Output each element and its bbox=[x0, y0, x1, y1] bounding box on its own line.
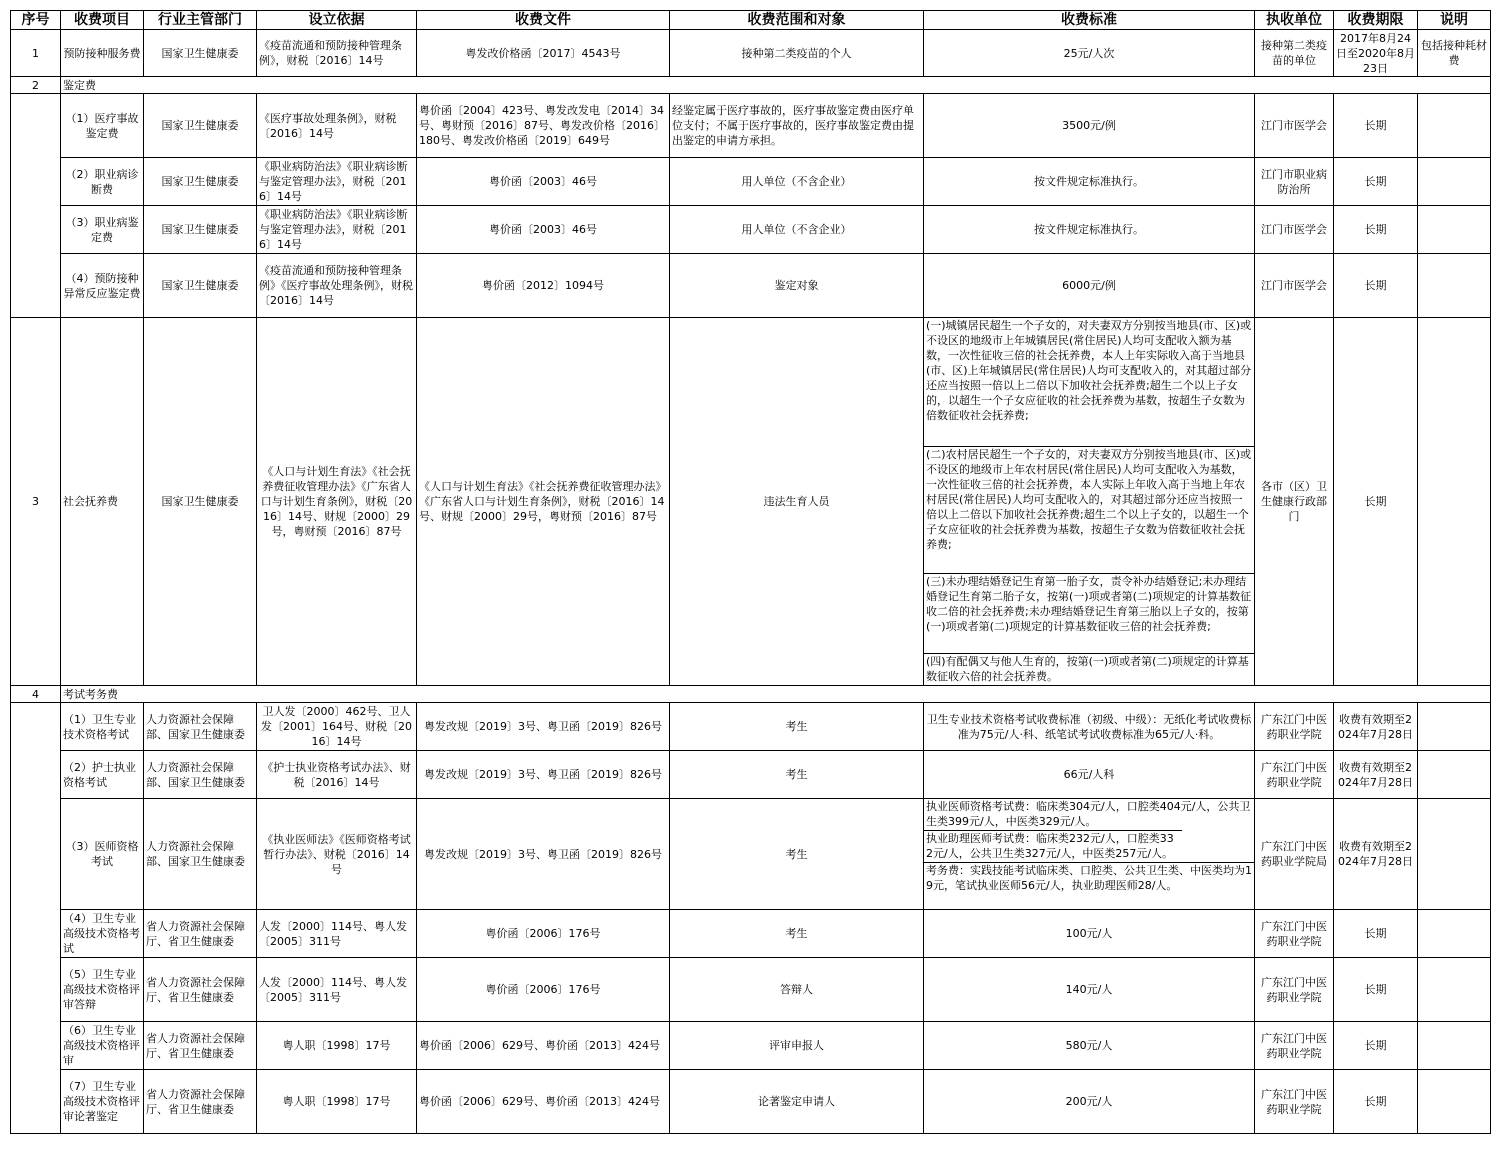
fee-item: （5）卫生专业高级技术资格评审答辩 bbox=[61, 958, 144, 1022]
fee-item: 社会抚养费 bbox=[61, 318, 144, 686]
scope: 用人单位（不含企业） bbox=[670, 206, 924, 254]
col-header: 设立依据 bbox=[257, 11, 417, 30]
fee-file: 粤价函〔2003〕46号 bbox=[417, 206, 670, 254]
basis: 《人口与计划生育法》《社会抚养费征收管理办法》《广东省人口与计划生育条例》，财税〔2016〕14号、财规〔2000〕29号，粤财预〔2016〕87号 bbox=[257, 318, 417, 686]
term: 收费有效期至2024年7月28日 bbox=[1334, 799, 1418, 910]
fee-item: 预防接种服务费 bbox=[61, 30, 144, 77]
basis: 卫人发〔2000〕462号、卫人发〔2001〕164号、财税〔2016〕14号 bbox=[257, 703, 417, 751]
collector: 广东江门中医药职业学院 bbox=[1255, 751, 1334, 799]
basis: 人发〔2000〕114号、粤人发〔2005〕311号 bbox=[257, 910, 417, 958]
basis: 《疫苗流通和预防接种管理条例》《医疗事故处理条例》，财税〔2016〕14号 bbox=[257, 254, 417, 318]
standard: 卫生专业技术资格考试收费标准（初级、中级）：无纸化考试收费标准为75元/人·科、纸笔试考试收费标准为65元/人·科。 bbox=[924, 703, 1255, 751]
table-row bbox=[11, 1070, 1491, 1134]
collector: 接种第二类疫苗的单位 bbox=[1255, 30, 1334, 77]
col-header: 收费期限 bbox=[1334, 11, 1418, 30]
col-header: 收费项目 bbox=[61, 11, 144, 30]
term: 长期 bbox=[1334, 1070, 1418, 1134]
row-number: 4 bbox=[11, 686, 61, 703]
dept: 人力资源社会保障部、国家卫生健康委 bbox=[144, 703, 257, 751]
fee-file: 粤价函〔2012〕1094号 bbox=[417, 254, 670, 318]
standard-clause: (一)城镇居民超生一个子女的，对夫妻双方分别按当地县(市、区)或不设区的地级市上年城镇居民(常住居民)人均可支配收入额为基数，一次性征收三倍的社会抚养费，本人上年实际收入高于当地县(市、区)上年城镇居民(常住居民)人均可支配收入的，对其超过部分还应当按照一倍以上二倍以下加收社会抚养费;超生二个以上子女的，以超生一个子女应征收的社会抚养费为基数，按超生子女数为倍数征收社会抚养费; bbox=[926, 319, 1252, 422]
standard bbox=[924, 318, 1255, 686]
col-header: 执收单位 bbox=[1255, 11, 1334, 30]
table-row bbox=[11, 910, 1491, 958]
note bbox=[1418, 1022, 1491, 1070]
basis: 《执业医师法》《医师资格考试暂行办法》、财税〔2016〕14号 bbox=[257, 799, 417, 910]
term: 长期 bbox=[1334, 958, 1418, 1022]
dept: 国家卫生健康委 bbox=[144, 254, 257, 318]
section-label: 考试考务费 bbox=[61, 686, 1491, 703]
dept: 省人力资源社会保障厅、省卫生健康委 bbox=[144, 958, 257, 1022]
scope: 违法生育人员 bbox=[670, 318, 924, 686]
scope: 用人单位（不含企业） bbox=[670, 158, 924, 206]
standard: 按文件规定标准执行。 bbox=[924, 206, 1255, 254]
note: 包括接种耗材费 bbox=[1418, 30, 1491, 77]
scope: 考生 bbox=[670, 910, 924, 958]
basis: 《护士执业资格考试办法》、财税〔2016〕14号 bbox=[257, 751, 417, 799]
fee-file: 《人口与计划生育法》《社会抚养费征收管理办法》《广东省人口与计划生育条例》，财税〔2016〕14号、财规〔2000〕29号，粤财预〔2016〕87号 bbox=[417, 318, 670, 686]
table-row bbox=[11, 958, 1491, 1022]
standard-clause: (二)农村居民超生一个子女的，对夫妻双方分别按当地县(市、区)或不设区的地级市上年农村居民(常住居民)人均可支配收入为基数，一次性征收三倍的社会抚养费，本人实际上年收入高于当地上年农村居民(常住居民)人均可支配收入的，对其超过部分还应当按照一倍以上二倍以下加收社会抚养费;超生二个以上子女的，以超生一个子女应征收的社会抚养费为基数，按超生子女数为倍数征收社会抚养费; bbox=[924, 446, 1254, 573]
standard: 6000元/例 bbox=[924, 254, 1255, 318]
scope: 考生 bbox=[670, 799, 924, 910]
dept: 人力资源社会保障部、国家卫生健康委 bbox=[144, 751, 257, 799]
fee-table bbox=[10, 10, 1491, 1134]
standard-clause: (四)有配偶又与他人生育的，按第(一)项或者第(二)项规定的计算基数征收六倍的社会抚养费。 bbox=[924, 653, 1254, 685]
standard: 25元/人次 bbox=[924, 30, 1255, 77]
col-header: 序号 bbox=[11, 11, 61, 30]
fee-item: （1）卫生专业技术资格考试 bbox=[61, 703, 144, 751]
standard-clause: (三)未办理结婚登记生育第一胎子女，责令补办结婚登记;未办理结婚登记生育第二胎子女，按第(一)项或者第(二)项规定的计算基数征收二倍的社会抚养费;未办理结婚登记生育第三胎以上子女的，按第(一)项或者第(二)项规定的计算基数征收三倍的社会抚养费; bbox=[924, 573, 1254, 653]
dept: 省人力资源社会保障厅、省卫生健康委 bbox=[144, 910, 257, 958]
scope: 评审申报人 bbox=[670, 1022, 924, 1070]
fee-item: （6）卫生专业高级技术资格评审 bbox=[61, 1022, 144, 1070]
table-row bbox=[11, 158, 1491, 206]
fee-item: （4）预防接种异常反应鉴定费 bbox=[61, 254, 144, 318]
note bbox=[1418, 958, 1491, 1022]
standard-clause: 执业助理医师考试费：临床类232元/人，口腔类332元/人，公共卫生类327元/人，中医类257元/人。 bbox=[924, 830, 1182, 862]
basis: 《疫苗流通和预防接种管理条例》，财税〔2016〕14号 bbox=[257, 30, 417, 77]
term: 2017年8月24日至2020年8月23日 bbox=[1334, 30, 1418, 77]
basis: 人发〔2000〕114号、粤人发〔2005〕311号 bbox=[257, 958, 417, 1022]
table-row bbox=[11, 799, 1491, 910]
fee-item: （2）职业病诊断费 bbox=[61, 158, 144, 206]
fee-file: 粤发改价格函〔2017〕4543号 bbox=[417, 30, 670, 77]
note bbox=[1418, 206, 1491, 254]
note bbox=[1418, 703, 1491, 751]
note bbox=[1418, 910, 1491, 958]
scope: 经鉴定属于医疗事故的，医疗事故鉴定费由医疗单位支付；不属于医疗事故的，医疗事故鉴定费由提出鉴定的申请方承担。 bbox=[670, 94, 924, 158]
col-header: 收费文件 bbox=[417, 11, 670, 30]
standard: 100元/人 bbox=[924, 910, 1255, 958]
standard: 66元/人科 bbox=[924, 751, 1255, 799]
col-header: 行业主管部门 bbox=[144, 11, 257, 30]
collector: 广东江门中医药职业学院 bbox=[1255, 958, 1334, 1022]
collector: 广东江门中医药职业学院 bbox=[1255, 1022, 1334, 1070]
row-number bbox=[11, 94, 61, 318]
col-header: 说明 bbox=[1418, 11, 1491, 30]
note bbox=[1418, 94, 1491, 158]
section-row bbox=[11, 77, 1491, 94]
scope: 答辩人 bbox=[670, 958, 924, 1022]
note bbox=[1418, 1070, 1491, 1134]
collector: 江门市医学会 bbox=[1255, 254, 1334, 318]
fee-file: 粤价函〔2006〕176号 bbox=[417, 910, 670, 958]
fee-file: 粤发改规〔2019〕3号、粤卫函〔2019〕826号 bbox=[417, 799, 670, 910]
note bbox=[1418, 254, 1491, 318]
table-row bbox=[11, 1022, 1491, 1070]
collector: 各市（区）卫生健康行政部门 bbox=[1255, 318, 1334, 686]
dept: 国家卫生健康委 bbox=[144, 30, 257, 77]
term: 长期 bbox=[1334, 910, 1418, 958]
fee-item: （2）护士执业资格考试 bbox=[61, 751, 144, 799]
term: 长期 bbox=[1334, 206, 1418, 254]
collector: 江门市医学会 bbox=[1255, 206, 1334, 254]
scope: 考生 bbox=[670, 751, 924, 799]
note bbox=[1418, 799, 1491, 910]
table-row bbox=[11, 703, 1491, 751]
fee-file: 粤价函〔2006〕629号、粤价函〔2013〕424号 bbox=[417, 1022, 670, 1070]
fee-item: （3）医师资格考试 bbox=[61, 799, 144, 910]
fee-file: 粤价函〔2004〕423号、粤发改发电〔2014〕34号、粤财预〔2016〕87号、粤发改价格〔2016〕180号、粤发改价格函〔2019〕649号 bbox=[417, 94, 670, 158]
term: 长期 bbox=[1334, 158, 1418, 206]
table-row bbox=[11, 254, 1491, 318]
term: 长期 bbox=[1334, 254, 1418, 318]
fee-item: （4）卫生专业高级技术资格考试 bbox=[61, 910, 144, 958]
collector: 广东江门中医药职业学院局 bbox=[1255, 799, 1334, 910]
standard: 140元/人 bbox=[924, 958, 1255, 1022]
section-label: 鉴定费 bbox=[61, 77, 1491, 94]
note bbox=[1418, 318, 1491, 686]
term: 长期 bbox=[1334, 94, 1418, 158]
fee-file: 粤发改规〔2019〕3号、粤卫函〔2019〕826号 bbox=[417, 703, 670, 751]
collector: 广东江门中医药职业学院 bbox=[1255, 703, 1334, 751]
dept: 国家卫生健康委 bbox=[144, 318, 257, 686]
dept: 省人力资源社会保障厅、省卫生健康委 bbox=[144, 1070, 257, 1134]
fee-file: 粤价函〔2003〕46号 bbox=[417, 158, 670, 206]
term: 收费有效期至2024年7月28日 bbox=[1334, 751, 1418, 799]
row-number: 1 bbox=[11, 30, 61, 77]
basis: 《职业病防治法》《职业病诊断与鉴定管理办法》，财税〔2016〕14号 bbox=[257, 158, 417, 206]
row-number: 3 bbox=[11, 318, 61, 686]
scope: 论著鉴定申请人 bbox=[670, 1070, 924, 1134]
collector: 广东江门中医药职业学院 bbox=[1255, 1070, 1334, 1134]
fee-item: （7）卫生专业高级技术资格评审论著鉴定 bbox=[61, 1070, 144, 1134]
row-number bbox=[11, 703, 61, 1134]
standard-clause: 执业医师资格考试费：临床类304元/人，口腔类404元/人，公共卫生类399元/人，中医类329元/人。 bbox=[926, 800, 1251, 828]
fee-file: 粤发改规〔2019〕3号、粤卫函〔2019〕826号 bbox=[417, 751, 670, 799]
col-header: 收费标准 bbox=[924, 11, 1255, 30]
table-row bbox=[11, 30, 1491, 77]
dept: 国家卫生健康委 bbox=[144, 94, 257, 158]
term: 长期 bbox=[1334, 318, 1418, 686]
collector: 江门市医学会 bbox=[1255, 94, 1334, 158]
fee-file: 粤价函〔2006〕176号 bbox=[417, 958, 670, 1022]
table-row bbox=[11, 751, 1491, 799]
dept: 国家卫生健康委 bbox=[144, 206, 257, 254]
standard: 580元/人 bbox=[924, 1022, 1255, 1070]
note bbox=[1418, 751, 1491, 799]
scope: 考生 bbox=[670, 703, 924, 751]
basis: 粤人职〔1998〕17号 bbox=[257, 1070, 417, 1134]
dept: 省人力资源社会保障厅、省卫生健康委 bbox=[144, 1022, 257, 1070]
fee-file: 粤价函〔2006〕629号、粤价函〔2013〕424号 bbox=[417, 1070, 670, 1134]
basis: 粤人职〔1998〕17号 bbox=[257, 1022, 417, 1070]
standard bbox=[924, 799, 1255, 910]
fee-item: （3）职业病鉴定费 bbox=[61, 206, 144, 254]
dept: 国家卫生健康委 bbox=[144, 158, 257, 206]
table-row bbox=[11, 318, 1491, 686]
section-row bbox=[11, 686, 1491, 703]
dept: 人力资源社会保障部、国家卫生健康委 bbox=[144, 799, 257, 910]
basis: 《医疗事故处理条例》，财税〔2016〕14号 bbox=[257, 94, 417, 158]
term: 长期 bbox=[1334, 1022, 1418, 1070]
standard: 200元/人 bbox=[924, 1070, 1255, 1134]
note bbox=[1418, 158, 1491, 206]
scope: 鉴定对象 bbox=[670, 254, 924, 318]
scope: 接种第二类疫苗的个人 bbox=[670, 30, 924, 77]
header-row bbox=[11, 11, 1491, 30]
standard-clause: 考务费：实践技能考试临床类、口腔类、公共卫生类、中医类均为19元，笔试执业医师56元/人，执业助理医师28/人。 bbox=[924, 862, 1254, 909]
collector: 江门市职业病防治所 bbox=[1255, 158, 1334, 206]
basis: 《职业病防治法》《职业病诊断与鉴定管理办法》，财税〔2016〕14号 bbox=[257, 206, 417, 254]
term: 收费有效期至2024年7月28日 bbox=[1334, 703, 1418, 751]
standard: 3500元/例 bbox=[924, 94, 1255, 158]
table-row bbox=[11, 206, 1491, 254]
col-header: 收费范围和对象 bbox=[670, 11, 924, 30]
collector: 广东江门中医药职业学院 bbox=[1255, 910, 1334, 958]
standard: 按文件规定标准执行。 bbox=[924, 158, 1255, 206]
row-number: 2 bbox=[11, 77, 61, 94]
fee-item: （1）医疗事故鉴定费 bbox=[61, 94, 144, 158]
table-row bbox=[11, 94, 1491, 158]
